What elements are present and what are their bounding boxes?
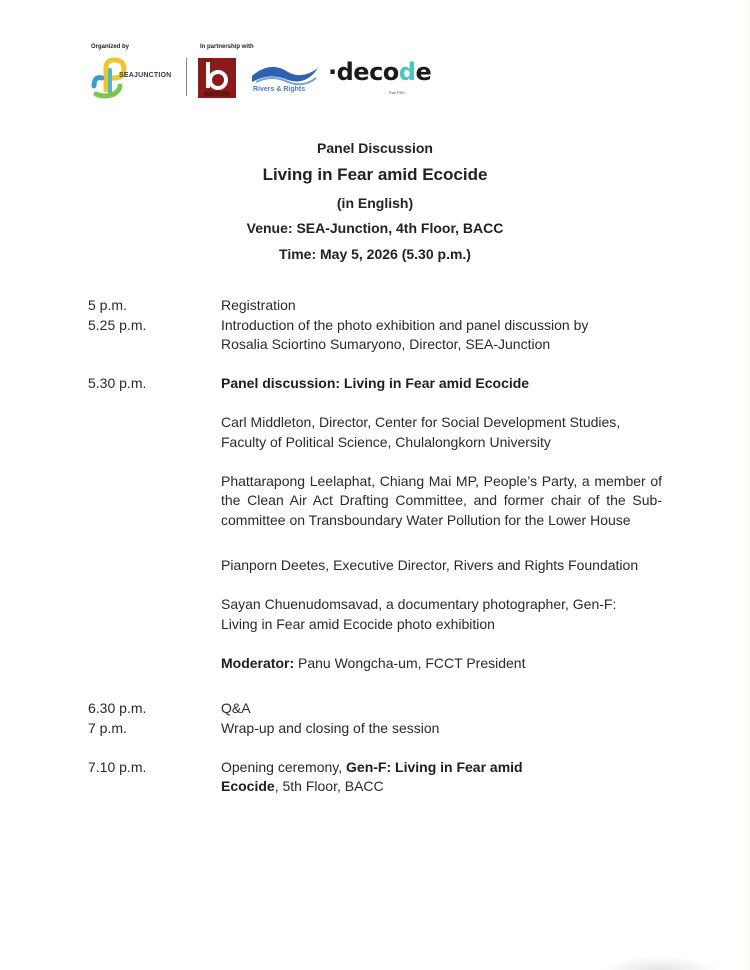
schedule-desc <box>221 374 662 673</box>
schedule-desc <box>221 316 662 355</box>
schedule-row-qa <box>88 699 662 719</box>
speaker-line: Faculty of Political Science, Chulalongkorn University <box>221 433 551 450</box>
event-type: Panel Discussion <box>317 140 433 156</box>
opening-post: , 5th Floor, BACC <box>274 778 384 794</box>
schedule-row-wrapup <box>88 719 662 739</box>
seajunction-wordmark: SEAJUNCTION <box>119 72 172 79</box>
event-time: Time: May 5, 2026 (5.30 p.m.) <box>279 246 471 262</box>
logo-divider <box>186 58 187 96</box>
event-title: Living in Fear amid Ecocide <box>262 165 488 184</box>
opening-pre: Opening ceremony, <box>221 758 347 775</box>
speaker-item: Pianporn Deetes, Executive Director, Rivers and Rights Foundation <box>221 557 639 573</box>
intro-line-2: Rosalia Sciortino Sumaryono, Director, SEA-Junction <box>221 336 551 352</box>
event-language: (in English) <box>336 195 414 211</box>
logo-banner <box>88 44 432 104</box>
schedule-time: 7.10 p.m. <box>88 758 147 775</box>
schedule-row-intro <box>88 316 662 355</box>
schedule-time: 5.30 p.m. <box>88 375 147 391</box>
speaker-item: Phattarapong Leelaphat, Chiang Mai MP, People’s Party, a member of the Clean Air Act Drafting Committee, and former chair of the Sub-committee on Transboundary Water Pollution for the Lower House <box>221 472 662 528</box>
opening-exhibition-name: Gen-F: Living in Fear amid <box>346 758 523 775</box>
schedule <box>88 296 662 797</box>
schedule-desc: Q&A <box>221 700 251 716</box>
event-venue: Venue: SEA-Junction, 4th Floor, BACC <box>246 220 504 236</box>
speaker-item <box>221 413 662 452</box>
speaker-line: Living in Fear amid Ecocide photo exhibition <box>221 615 495 632</box>
rivers-rights-wordmark: Rivers & Rights <box>253 86 306 93</box>
intro-line-1: Introduction of the photo exhibition and panel discussion by <box>221 316 589 333</box>
page-shadow <box>600 956 720 970</box>
schedule-row-opening <box>88 758 662 797</box>
schedule-row-registration <box>88 296 662 316</box>
schedule-desc: Wrap-up and closing of the session <box>221 719 440 736</box>
opening-exhibition-name-cont: Ecocide <box>221 778 275 794</box>
schedule-desc: Registration <box>221 297 296 313</box>
decode-sub-label: Thai PBS <box>388 90 405 95</box>
schedule-time: 5.25 p.m. <box>88 316 147 333</box>
speaker-line: Carl Middleton, Director, Center for Social Development Studies, <box>221 414 621 430</box>
moderator-name: Panu Wongcha-um, FCCT President <box>294 654 526 671</box>
event-header <box>0 138 750 264</box>
prachatai-logo-icon <box>198 58 236 98</box>
speaker-line: Sayan Chuenudomsavad, a documentary photographer, Gen-F: <box>221 596 617 612</box>
moderator-label: Moderator: <box>221 654 295 671</box>
decode-logo: ·decode <box>328 58 432 86</box>
speaker-item <box>221 595 662 634</box>
schedule-time: 6.30 p.m. <box>88 700 147 716</box>
partnership-label: In partnership with <box>200 44 254 50</box>
schedule-time: 7 p.m. <box>88 719 127 736</box>
moderator <box>221 654 662 674</box>
organized-by-label: Organized by <box>91 44 130 50</box>
schedule-time: 5 p.m. <box>88 297 127 313</box>
schedule-row-panel <box>88 374 662 673</box>
panel-heading: Panel discussion: Living in Fear amid Ecocide <box>221 375 530 391</box>
schedule-desc <box>221 758 662 797</box>
